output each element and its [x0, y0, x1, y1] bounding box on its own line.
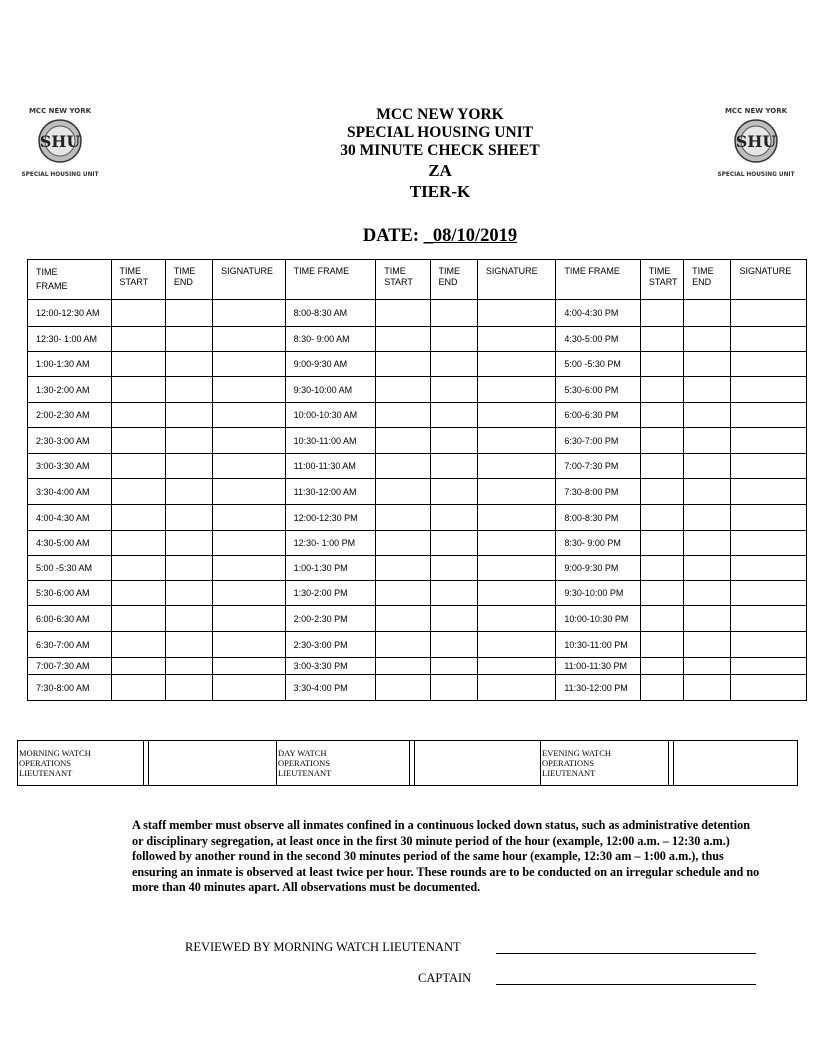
time-start-cell[interactable]	[111, 377, 165, 403]
time-end-cell[interactable]	[684, 658, 731, 675]
time-start-cell[interactable]	[111, 327, 165, 352]
signature-cell[interactable]	[477, 300, 556, 327]
header-time-frame: TIME FRAME	[556, 260, 641, 300]
time-end-cell[interactable]	[430, 479, 477, 505]
time-end-cell[interactable]	[165, 300, 212, 327]
signature-cell[interactable]	[213, 352, 285, 377]
signature-cell[interactable]	[477, 327, 556, 352]
signature-cell[interactable]	[731, 454, 807, 479]
time-start-cell[interactable]	[376, 531, 430, 556]
time-frame-cell: 11:00-11:30 AM	[285, 454, 376, 479]
header-time-end: TIME END	[165, 260, 212, 300]
signature-cell[interactable]	[477, 377, 556, 403]
time-start-cell[interactable]	[376, 479, 430, 505]
time-end-cell[interactable]	[165, 675, 212, 701]
time-end-cell[interactable]	[165, 377, 212, 403]
day-watch-signature-cell[interactable]	[415, 741, 541, 786]
time-end-cell[interactable]	[430, 377, 477, 403]
time-frame-cell: 7:30-8:00 AM	[28, 675, 112, 701]
captain-signature-line[interactable]	[496, 984, 756, 985]
time-frame-cell: 10:30-11:00 PM	[556, 632, 641, 658]
svg-text:SHU: SHU	[735, 132, 777, 151]
time-start-cell[interactable]	[640, 377, 683, 403]
header-tier: TIER-K	[409, 182, 471, 201]
time-start-cell[interactable]	[111, 505, 165, 531]
header-time-start: TIME START	[640, 260, 683, 300]
time-end-cell[interactable]	[430, 556, 477, 581]
time-end-cell[interactable]	[684, 505, 731, 531]
time-frame-cell: 1:00-1:30 AM	[28, 352, 112, 377]
time-frame-cell: 2:00-2:30 AM	[28, 403, 112, 428]
time-end-cell[interactable]	[684, 300, 731, 327]
time-end-cell[interactable]	[684, 531, 731, 556]
time-frame-cell: 8:30- 9:00 PM	[556, 531, 641, 556]
time-end-cell[interactable]	[430, 327, 477, 352]
time-end-cell[interactable]	[684, 675, 731, 701]
time-start-cell[interactable]	[111, 556, 165, 581]
header-signature: SIGNATURE	[477, 260, 556, 300]
time-frame-cell: 3:30-4:00 PM	[285, 675, 376, 701]
time-start-cell[interactable]	[111, 606, 165, 632]
time-end-cell[interactable]	[684, 454, 731, 479]
signature-cell[interactable]	[731, 479, 807, 505]
signature-cell[interactable]	[477, 428, 556, 454]
time-frame-cell: 2:30-3:00 AM	[28, 428, 112, 454]
header-time-start: TIME START	[376, 260, 430, 300]
time-frame-cell: 1:00-1:30 PM	[285, 556, 376, 581]
shu-logo-left	[18, 104, 102, 180]
time-start-cell[interactable]	[376, 658, 430, 675]
time-end-cell[interactable]	[165, 606, 212, 632]
time-start-cell[interactable]	[640, 675, 683, 701]
time-frame-cell: 10:00-10:30 AM	[285, 403, 376, 428]
signature-cell[interactable]	[213, 606, 285, 632]
table-row	[28, 352, 807, 377]
signature-cell[interactable]	[731, 606, 807, 632]
time-frame-cell: 2:00-2:30 PM	[285, 606, 376, 632]
time-frame-cell: 10:30-11:00 AM	[285, 428, 376, 454]
time-frame-cell: 6:00-6:30 PM	[556, 403, 641, 428]
time-start-cell[interactable]	[376, 632, 430, 658]
time-end-cell[interactable]	[165, 403, 212, 428]
time-start-cell[interactable]	[640, 556, 683, 581]
day-watch-label: DAY WATCH OPERATIONS LIEUTENANT	[277, 741, 410, 786]
time-frame-cell: 4:00-4:30 PM	[556, 300, 641, 327]
signature-cell[interactable]	[213, 675, 285, 701]
time-frame-cell: 6:00-6:30 AM	[28, 606, 112, 632]
table-row	[28, 581, 807, 606]
time-frame-cell: 9:30-10:00 AM	[285, 377, 376, 403]
time-start-cell[interactable]	[640, 403, 683, 428]
time-start-cell[interactable]	[111, 581, 165, 606]
time-frame-cell: 12:00-12:30 AM	[28, 300, 112, 327]
signature-cell[interactable]	[731, 377, 807, 403]
signature-cell[interactable]	[731, 675, 807, 701]
time-frame-cell: 7:30-8:00 PM	[556, 479, 641, 505]
time-frame-cell: 7:00-7:30 PM	[556, 454, 641, 479]
time-start-cell[interactable]	[376, 675, 430, 701]
header-time-end: TIME END	[430, 260, 477, 300]
time-frame-cell: 11:00-11:30 PM	[556, 658, 641, 675]
morning-watch-label: MORNING WATCH OPERATIONS LIEUTENANT	[18, 741, 144, 786]
time-end-cell[interactable]	[430, 300, 477, 327]
signature-cell[interactable]	[477, 454, 556, 479]
time-start-cell[interactable]	[111, 632, 165, 658]
time-frame-cell: 4:30-5:00 PM	[556, 327, 641, 352]
time-end-cell[interactable]	[684, 352, 731, 377]
header-unit-name: SPECIAL HOUSING UNIT	[346, 124, 534, 141]
table-row	[28, 428, 807, 454]
signature-cell[interactable]	[213, 454, 285, 479]
time-start-cell[interactable]	[111, 479, 165, 505]
date-line	[230, 226, 650, 247]
time-start-cell[interactable]	[376, 327, 430, 352]
time-start-cell[interactable]	[376, 428, 430, 454]
table-row	[28, 632, 807, 658]
time-start-cell[interactable]	[640, 531, 683, 556]
header-time-frame: TIME FRAME	[28, 260, 112, 300]
header-time-start: TIME START	[111, 260, 165, 300]
time-start-cell[interactable]	[111, 658, 165, 675]
evening-watch-signature-cell[interactable]	[674, 741, 798, 786]
time-start-cell[interactable]	[111, 352, 165, 377]
time-frame-cell: 6:30-7:00 PM	[556, 428, 641, 454]
time-end-cell[interactable]	[165, 327, 212, 352]
time-end-cell[interactable]	[165, 479, 212, 505]
time-end-cell[interactable]	[165, 658, 212, 675]
signature-cell[interactable]	[213, 377, 285, 403]
signature-cell[interactable]	[731, 556, 807, 581]
time-frame-cell: 5:30-6:00 PM	[556, 377, 641, 403]
time-frame-cell: 9:30-10:00 PM	[556, 581, 641, 606]
time-frame-cell: 11:30-12:00 AM	[285, 479, 376, 505]
time-frame-cell: 7:00-7:30 AM	[28, 658, 112, 675]
time-start-cell[interactable]	[376, 454, 430, 479]
time-end-cell[interactable]	[430, 454, 477, 479]
time-frame-cell: 12:00-12:30 PM	[285, 505, 376, 531]
time-start-cell[interactable]	[376, 505, 430, 531]
time-frame-cell: 8:30- 9:00 AM	[285, 327, 376, 352]
time-end-cell[interactable]	[684, 632, 731, 658]
time-end-cell[interactable]	[684, 327, 731, 352]
date-label: DATE:	[362, 226, 420, 246]
header-facility: MCC NEW YORK	[376, 106, 504, 123]
signature-cell[interactable]	[477, 531, 556, 556]
time-start-cell[interactable]	[640, 479, 683, 505]
time-start-cell[interactable]	[376, 300, 430, 327]
time-frame-cell: 8:00-8:30 PM	[556, 505, 641, 531]
time-frame-cell: 5:30-6:00 AM	[28, 581, 112, 606]
table-row	[28, 505, 807, 531]
time-end-cell[interactable]	[430, 581, 477, 606]
time-end-cell[interactable]	[430, 632, 477, 658]
time-frame-cell: 3:30-4:00 AM	[28, 479, 112, 505]
signature-cell[interactable]	[731, 352, 807, 377]
check-sheet-table	[27, 259, 807, 701]
reviewed-by-label: REVIEWED BY MORNING WATCH LIEUTENANT	[185, 940, 461, 954]
time-start-cell[interactable]	[640, 327, 683, 352]
time-end-cell[interactable]	[684, 581, 731, 606]
time-frame-cell: 12:30- 1:00 PM	[285, 531, 376, 556]
time-end-cell[interactable]	[430, 352, 477, 377]
signature-cell[interactable]	[731, 505, 807, 531]
captain-label: CAPTAIN	[418, 971, 472, 985]
svg-text:SPECIAL HOUSING UNIT: SPECIAL HOUSING UNIT	[717, 172, 795, 178]
signature-cell[interactable]	[213, 479, 285, 505]
signature-cell[interactable]	[213, 428, 285, 454]
header-unit: ZA	[428, 161, 452, 180]
time-start-cell[interactable]	[640, 505, 683, 531]
time-frame-cell: 9:00-9:30 PM	[556, 556, 641, 581]
time-end-cell[interactable]	[165, 428, 212, 454]
table-row	[28, 377, 807, 403]
table-row	[28, 479, 807, 505]
time-end-cell[interactable]	[430, 428, 477, 454]
time-end-cell[interactable]	[684, 428, 731, 454]
time-start-cell[interactable]	[111, 675, 165, 701]
date-value: _08/10/2019	[423, 226, 518, 246]
document-header	[240, 106, 640, 202]
morning-watch-signature-cell[interactable]	[149, 741, 277, 786]
table-row	[28, 556, 807, 581]
table-row	[28, 658, 807, 675]
time-start-cell[interactable]	[111, 454, 165, 479]
header-time-frame: TIME FRAME	[285, 260, 376, 300]
time-end-cell[interactable]	[165, 581, 212, 606]
time-end-cell[interactable]	[430, 505, 477, 531]
time-frame-cell: 2:30-3:00 PM	[285, 632, 376, 658]
time-start-cell[interactable]	[376, 556, 430, 581]
time-start-cell[interactable]	[376, 403, 430, 428]
table-header-row	[28, 260, 807, 300]
time-frame-cell: 3:00-3:30 AM	[28, 454, 112, 479]
time-start-cell[interactable]	[640, 632, 683, 658]
time-start-cell[interactable]	[376, 352, 430, 377]
time-end-cell[interactable]	[684, 403, 731, 428]
time-start-cell[interactable]	[376, 377, 430, 403]
policy-notice: A staff member must observe all inmates confined in a continuous locked down status, such as administrative detention or disciplinary segregation, at least once in the first 30 minute period of the hour (example, 12:00 a.m. – 12:30 a.m.) followed by another round in the second 30 minutes period of the same hour (example, 12:30 am – 1:00 a.m.), thus ensuring an inmate is observed at least twice per hour. These rounds are to be conducted on an irregular schedule and no more than 40 minutes apart. All observations must be documented.	[132, 818, 760, 895]
signature-cell[interactable]	[477, 352, 556, 377]
time-frame-cell: 5:00 -5:30 AM	[28, 556, 112, 581]
time-frame-cell: 11:30-12:00 PM	[556, 675, 641, 701]
table-row	[28, 606, 807, 632]
header-time-end: TIME END	[684, 260, 731, 300]
time-end-cell[interactable]	[430, 658, 477, 675]
signature-cell[interactable]	[731, 403, 807, 428]
time-frame-cell: 4:00-4:30 AM	[28, 505, 112, 531]
time-start-cell[interactable]	[640, 606, 683, 632]
signature-cell[interactable]	[477, 556, 556, 581]
shu-emblem-icon	[18, 104, 102, 180]
time-start-cell[interactable]	[640, 658, 683, 675]
time-end-cell[interactable]	[684, 377, 731, 403]
time-frame-cell: 8:00-8:30 AM	[285, 300, 376, 327]
time-start-cell[interactable]	[640, 581, 683, 606]
signature-cell[interactable]	[213, 556, 285, 581]
time-frame-cell: 12:30- 1:00 AM	[28, 327, 112, 352]
signature-cell[interactable]	[731, 428, 807, 454]
table-row	[28, 454, 807, 479]
signature-cell[interactable]	[731, 327, 807, 352]
time-frame-cell: 1:30-2:00 PM	[285, 581, 376, 606]
reviewed-by-signature-line[interactable]	[496, 953, 756, 954]
time-frame-cell: 3:00-3:30 PM	[285, 658, 376, 675]
time-end-cell[interactable]	[165, 505, 212, 531]
signature-cell[interactable]	[477, 658, 556, 675]
time-start-cell[interactable]	[640, 454, 683, 479]
signature-cell[interactable]	[731, 300, 807, 327]
time-start-cell[interactable]	[111, 531, 165, 556]
signature-cell[interactable]	[477, 675, 556, 701]
time-start-cell[interactable]	[111, 403, 165, 428]
svg-text:MCC NEW YORK: MCC NEW YORK	[724, 107, 788, 115]
header-sheet-title: 30 MINUTE CHECK SHEET	[340, 142, 540, 159]
table-row	[28, 531, 807, 556]
time-end-cell[interactable]	[684, 556, 731, 581]
signature-cell[interactable]	[477, 505, 556, 531]
time-end-cell[interactable]	[165, 352, 212, 377]
svg-text:SHU: SHU	[39, 132, 81, 151]
table-row	[28, 675, 807, 701]
time-start-cell[interactable]	[111, 428, 165, 454]
time-end-cell[interactable]	[684, 606, 731, 632]
time-end-cell[interactable]	[430, 531, 477, 556]
table-row	[28, 327, 807, 352]
signature-cell[interactable]	[213, 658, 285, 675]
signature-cell[interactable]	[477, 403, 556, 428]
time-frame-cell: 6:30-7:00 AM	[28, 632, 112, 658]
time-frame-cell: 9:00-9:30 AM	[285, 352, 376, 377]
time-end-cell[interactable]	[165, 632, 212, 658]
svg-text:MCC NEW YORK: MCC NEW YORK	[28, 107, 92, 115]
watch-signoff-table	[17, 740, 798, 786]
time-end-cell[interactable]	[165, 454, 212, 479]
signature-cell[interactable]	[213, 632, 285, 658]
time-end-cell[interactable]	[430, 606, 477, 632]
signature-cell[interactable]	[477, 606, 556, 632]
time-start-cell[interactable]	[111, 300, 165, 327]
signature-cell[interactable]	[213, 403, 285, 428]
time-frame-cell: 4:30-5:00 AM	[28, 531, 112, 556]
time-end-cell[interactable]	[430, 675, 477, 701]
time-frame-cell: 5:00 -5:30 PM	[556, 352, 641, 377]
header-signature: SIGNATURE	[731, 260, 807, 300]
signature-cell[interactable]	[731, 531, 807, 556]
signature-cell[interactable]	[477, 581, 556, 606]
time-end-cell[interactable]	[165, 556, 212, 581]
table-row	[28, 403, 807, 428]
time-end-cell[interactable]	[165, 531, 212, 556]
signature-cell[interactable]	[731, 632, 807, 658]
signature-cell[interactable]	[213, 531, 285, 556]
signature-cell[interactable]	[213, 327, 285, 352]
signature-cell[interactable]	[213, 581, 285, 606]
signature-cell[interactable]	[731, 581, 807, 606]
time-start-cell[interactable]	[640, 300, 683, 327]
table-row	[28, 300, 807, 327]
signature-cell[interactable]	[213, 505, 285, 531]
time-start-cell[interactable]	[640, 352, 683, 377]
signature-cell[interactable]	[213, 300, 285, 327]
signature-cell[interactable]	[731, 658, 807, 675]
time-end-cell[interactable]	[684, 479, 731, 505]
time-frame-cell: 1:30-2:00 AM	[28, 377, 112, 403]
svg-text:SPECIAL HOUSING UNIT: SPECIAL HOUSING UNIT	[21, 172, 99, 178]
header-signature: SIGNATURE	[213, 260, 285, 300]
signature-cell[interactable]	[477, 632, 556, 658]
evening-watch-label: EVENING WATCH OPERATIONS LIEUTENANT	[541, 741, 669, 786]
signature-cell[interactable]	[477, 479, 556, 505]
time-start-cell[interactable]	[376, 581, 430, 606]
time-end-cell[interactable]	[430, 403, 477, 428]
time-start-cell[interactable]	[376, 606, 430, 632]
time-frame-cell: 10:00-10:30 PM	[556, 606, 641, 632]
time-start-cell[interactable]	[640, 428, 683, 454]
shu-logo-right	[714, 104, 798, 180]
shu-emblem-icon	[714, 104, 798, 180]
